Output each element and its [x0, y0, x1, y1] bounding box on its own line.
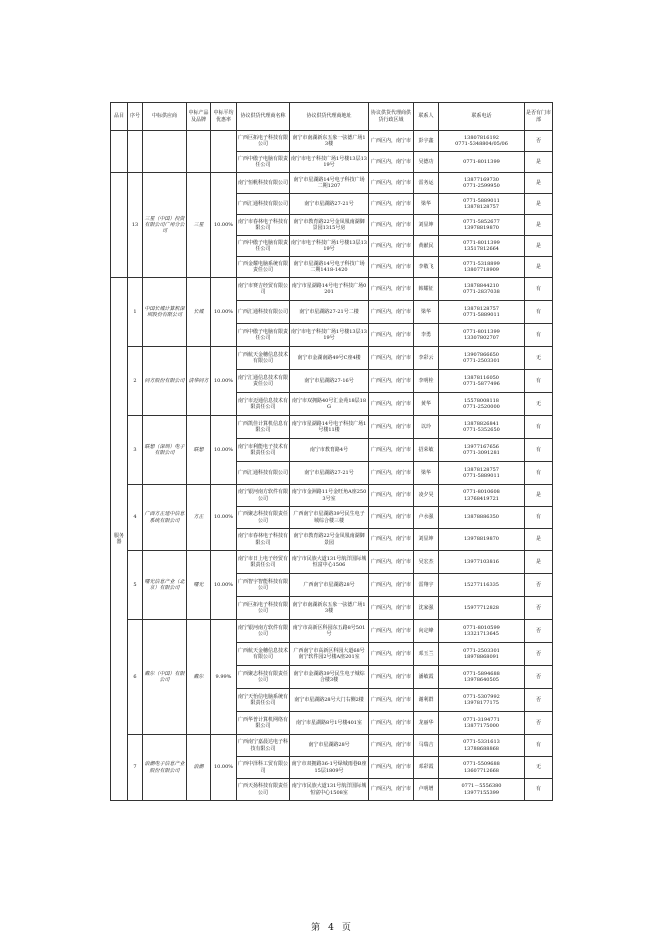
header-cell: 协议供货代理商名称 [237, 103, 290, 131]
dealer-address-cell: 南宁市星湖路27-21号二楼 [290, 301, 369, 324]
dealer-store-cell: 否 [525, 597, 553, 620]
dealer-contact-cell: 黄献民 [414, 236, 439, 257]
dealer-region-cell: 广西区内，南宁市 [369, 574, 414, 597]
category-cell: 服务器 [111, 278, 128, 801]
seq-cell: 2 [128, 347, 143, 416]
header-cell: 联系电话 [439, 103, 525, 131]
dealer-name-cell: 广西中泽科工贸有限公司 [237, 757, 290, 779]
rate-cell [211, 131, 237, 173]
dealer-region-cell: 广西区内，南宁市 [369, 439, 414, 462]
dealer-address-cell: 南宁市星湖路28号大门右侧2楼 [290, 689, 369, 712]
dealer-name-cell: 广西金耀电脑系统有限责任公司 [237, 257, 290, 278]
table-row [111, 416, 553, 439]
dealer-phone-cell: 0771-3194771 13877175000 [439, 712, 525, 735]
dealer-phone-cell: 13878116050 0771-5877496 [439, 370, 525, 393]
dealer-contact-cell: 吴德功 [414, 152, 439, 173]
dealer-contact-cell: 马瑞吉 [414, 735, 439, 757]
dealer-phone-cell: 0771-8010608 13768419721 [439, 485, 525, 507]
dealer-address-cell: 南宁市星湖路8号1号楼401室 [290, 712, 369, 735]
dealer-contact-cell: 雷翔宇 [414, 574, 439, 597]
dealer-address-cell: 南宁市电子科技广场1号楼13层1319号 [290, 152, 369, 173]
dealer-address-cell: 广西南宁市星湖路39号民生电子城综合楼三楼 [290, 507, 369, 529]
dealer-contact-cell: 刘显坤 [414, 215, 439, 236]
dealer-name-cell: 广西巨拓电子科技有限公司 [237, 597, 290, 620]
dealer-store-cell: 有 [525, 370, 553, 393]
dealer-store-cell: 有 [525, 507, 553, 529]
dealer-region-cell: 广西区内，南宁市 [369, 278, 414, 301]
dealer-region-cell: 广西区内，南宁市 [369, 173, 414, 194]
dealer-name-cell: 广西凯佳计算机信息有限公司 [237, 416, 290, 439]
dealer-phone-cell: 13977167656 0771-3091281 [439, 439, 525, 462]
dealer-region-cell: 广西区内，南宁市 [369, 257, 414, 278]
dealer-address-cell: 南宁市高新区科园东五路8号501号 [290, 620, 369, 643]
dealer-store-cell: 是 [525, 236, 553, 257]
dealer-region-cell: 广西区内，南宁市 [369, 131, 414, 152]
dealer-phone-cell: 0771-5852677 13978819870 [439, 215, 525, 236]
dealer-store-cell: 有 [525, 779, 553, 801]
rate-cell: 10.00% [211, 735, 237, 801]
rate-cell: 10.00% [211, 551, 237, 620]
dealer-store-cell: 无 [525, 757, 553, 779]
rate-cell: 10.00% [211, 416, 237, 485]
brand-cell: 方正 [187, 485, 211, 551]
dealer-store-cell: 否 [525, 131, 553, 152]
dealer-name-cell: 广西中傲子电脑有限责任公司 [237, 152, 290, 173]
supplier-cell: 三星（中国）投资有限公司广州分公司 [143, 173, 187, 278]
dealer-name-cell: 广西南宁嘉晨达电子科技有限公司 [237, 735, 290, 757]
seq-cell: 5 [128, 551, 143, 620]
dealer-phone-cell: 0771-5509688 13607712668 [439, 757, 525, 779]
header-cell: 是否有门市部 [525, 103, 553, 131]
dealer-address-cell: 南宁市教育路22号金凤凰南湖御景园1315号房 [290, 215, 369, 236]
header-cell: 中标产品及品牌 [187, 103, 211, 131]
dealer-region-cell: 广西区内，南宁市 [369, 551, 414, 574]
dealer-contact-cell: 李明栓 [414, 370, 439, 393]
dealer-store-cell: 否 [525, 643, 553, 666]
dealer-store-cell: 是 [525, 215, 553, 236]
dealer-contact-cell: 梁华 [414, 194, 439, 215]
dealer-address-cell: 南宁市双拥路36-1号绿城雨巷B座15层1809号 [290, 757, 369, 779]
seq-cell: 6 [128, 620, 143, 735]
dealer-address-cell: 南宁市电子科技广场1号楼13层1319号 [290, 236, 369, 257]
dealer-phone-cell: 15578008118 0771-2520000 [439, 393, 525, 416]
seq-cell: 1 [128, 278, 143, 347]
dealer-region-cell: 广西区内，南宁市 [369, 597, 414, 620]
dealer-region-cell: 广西区内，南宁市 [369, 779, 414, 801]
dealer-phone-cell: 15277116335 [439, 574, 525, 597]
table-row [111, 278, 553, 301]
header-cell: 序号 [128, 103, 143, 131]
dealer-phone-cell: 13878844210 0771-2837038 [439, 278, 525, 301]
dealer-store-cell: 否 [525, 620, 553, 643]
dealer-name-cell: 广西汇通科技有限公司 [237, 301, 290, 324]
dealer-phone-cell: 13878886350 [439, 507, 525, 529]
dealer-store-cell: 否 [525, 712, 553, 735]
dealer-address-cell: 南宁市星湖路27-16号 [290, 370, 369, 393]
dealer-name-cell: 南宁银河南方软件有限公司 [237, 620, 290, 643]
dealer-name-cell: 南宁银河南方软件有限公司 [237, 485, 290, 507]
dealer-store-cell: 有 [525, 462, 553, 485]
dealer-phone-cell: 13807816192 0771-5348804/05/06 [439, 131, 525, 152]
dealer-region-cell: 广西区内，南宁市 [369, 643, 414, 666]
dealer-phone-cell: 0771－5556380 13977155399 [439, 779, 525, 801]
dealer-name-cell: 南宁市春林电子科技有限公司 [237, 215, 290, 236]
dealer-contact-cell: 潘敏霞 [414, 666, 439, 689]
seq-cell: 4 [128, 485, 143, 551]
category-cell-empty [111, 131, 128, 173]
dealer-name-cell: 广西汇通科技有限公司 [237, 462, 290, 485]
dealer-contact-cell: 雷务运 [414, 173, 439, 194]
brand-cell: 联想 [187, 416, 211, 485]
dealer-region-cell: 广西区内，南宁市 [369, 215, 414, 236]
dealer-name-cell: 南宁市迈通信息技术有限责任公司 [237, 393, 290, 416]
dealer-phone-cell: 0771-2503301 18978868091 [439, 643, 525, 666]
dealer-store-cell: 是 [525, 257, 553, 278]
dealer-store-cell: 有 [525, 439, 553, 462]
dealer-phone-cell: 0771-5894688 13978640505 [439, 666, 525, 689]
seq-cell: 7 [128, 735, 143, 801]
brand-cell: 清华同方 [187, 347, 211, 416]
supplier-cell: 中国长城计算机深圳股份有限公司 [143, 278, 187, 347]
dealer-region-cell: 广西区内，南宁市 [369, 620, 414, 643]
dealer-phone-cell: 0771-5307992 13978177175 [439, 689, 525, 712]
dealer-region-cell: 广西区内，南宁市 [369, 324, 414, 347]
dealer-phone-cell: 13877169730 0771-2599950 [439, 173, 525, 194]
dealer-name-cell: 南宁市利能电子技术有限责任公司 [237, 439, 290, 462]
dealer-name-cell: 广西聚志科技有限责任公司 [237, 507, 290, 529]
dealer-region-cell: 广西区内，南宁市 [369, 735, 414, 757]
dealer-region-cell: 广西区内，南宁市 [369, 301, 414, 324]
dealer-address-cell: 广西南宁市高新区科园大道68号南宁软件园2号楼A座201室 [290, 643, 369, 666]
dealer-contact-cell: 李彩云 [414, 347, 439, 370]
dealer-name-cell: 广西天扬科技有限责任公司 [237, 779, 290, 801]
dealer-address-cell: 南宁市星湖路28号 [290, 735, 369, 757]
supplier-cell: 曙光信息产业（北京）有限公司 [143, 551, 187, 620]
dealer-address-cell: 南宁市金洲路11号金旺角A座2503号室 [290, 485, 369, 507]
procurement-table [110, 102, 553, 801]
supplier-cell: 同方股份有限公司 [143, 347, 187, 416]
dealer-region-cell: 广西区内，南宁市 [369, 485, 414, 507]
dealer-store-cell: 否 [525, 574, 553, 597]
dealer-contact-cell: 彭宇鑫 [414, 131, 439, 152]
dealer-contact-cell: 刘显坤 [414, 529, 439, 551]
dealer-name-cell: 南宁天怡信电脑系统有限责任公司 [237, 689, 290, 712]
dealer-contact-cell: 卢水强 [414, 507, 439, 529]
supplier-cell: 广西方正延中信息系统有限公司 [143, 485, 187, 551]
dealer-region-cell: 广西区内，南宁市 [369, 666, 414, 689]
dealer-address-cell: 南宁市金湖路39号民生电子城综合楼3楼 [290, 666, 369, 689]
footer-prefix: 第 [311, 923, 321, 933]
dealer-phone-cell: 13878826841 0771-5352650 [439, 416, 525, 439]
dealer-name-cell: 南宁市赛吉经贸有限公司 [237, 278, 290, 301]
dealer-name-cell: 广西智宇智能科技有限公司 [237, 574, 290, 597]
table-row [111, 485, 553, 507]
dealer-contact-cell: 吴宏杰 [414, 551, 439, 574]
dealer-contact-cell: 李勇 [414, 324, 439, 347]
dealer-address-cell: 南宁市电子科技广场1号楼13层1319号 [290, 324, 369, 347]
table-row [111, 347, 553, 370]
dealer-address-cell: 南宁市教育路22号金凤凰南湖御景园 [290, 529, 369, 551]
header-row [111, 103, 553, 131]
dealer-store-cell: 无 [525, 393, 553, 416]
dealer-name-cell: 南宁恒帆科技有限公司 [237, 173, 290, 194]
dealer-region-cell: 广西区内，南宁市 [369, 507, 414, 529]
seq-cell [128, 131, 143, 173]
category-cell-empty [111, 173, 128, 278]
header-cell: 协议供货代理商地址 [290, 103, 369, 131]
dealer-region-cell: 广西区内，南宁市 [369, 416, 414, 439]
header-cell: 协议供货代理商供货行政区域 [369, 103, 414, 131]
rate-cell: 10.00% [211, 278, 237, 347]
dealer-contact-cell: 凌夕昊 [414, 485, 439, 507]
rate-cell: 10.00% [211, 173, 237, 278]
seq-cell: 13 [128, 173, 143, 278]
dealer-phone-cell: 15977712828 [439, 597, 525, 620]
dealer-contact-cell: 谢利群 [414, 689, 439, 712]
dealer-address-cell: 南宁市民族大道131号航洋国际城恒富中心1506 [290, 551, 369, 574]
dealer-contact-cell: 招荣敏 [414, 439, 439, 462]
dealer-store-cell: 是 [525, 194, 553, 215]
dealer-store-cell: 有 [525, 324, 553, 347]
dealer-region-cell: 广西区内，南宁市 [369, 529, 414, 551]
dealer-contact-cell: 龙丽华 [414, 712, 439, 735]
table-row [111, 620, 553, 643]
dealer-region-cell: 广西区内，南宁市 [369, 370, 414, 393]
dealer-phone-cell: 0771-8011399 [439, 152, 525, 173]
dealer-contact-cell: 卢明增 [414, 779, 439, 801]
rate-cell: 10.00% [211, 485, 237, 551]
dealer-phone-cell: 0771-8011399 13517812664 [439, 236, 525, 257]
brand-cell [187, 131, 211, 173]
dealer-store-cell: 有 [525, 416, 553, 439]
dealer-address-cell: 南宁市双拥路40号汇金苑18层18G [290, 393, 369, 416]
dealer-store-cell: 是 [525, 152, 553, 173]
dealer-contact-cell: 邓彩霞 [414, 757, 439, 779]
table-body [111, 131, 553, 801]
table-row [111, 131, 553, 152]
dealer-address-cell: 南宁市星湖路27-21号 [290, 194, 369, 215]
footer-suffix: 页 [341, 923, 351, 933]
table-row [111, 551, 553, 574]
dealer-region-cell: 广西区内，南宁市 [369, 757, 414, 779]
dealer-region-cell: 广西区内，南宁市 [369, 712, 414, 735]
dealer-phone-cell: 0771-5331613 13788688868 [439, 735, 525, 757]
brand-cell: 浪潮 [187, 735, 211, 801]
dealer-store-cell: 有 [525, 735, 553, 757]
dealer-phone-cell: 13907866650 0771-2503301 [439, 347, 525, 370]
dealer-contact-cell: 以玲 [414, 416, 439, 439]
dealer-name-cell: 广西中傲子电脑有限责任公司 [237, 324, 290, 347]
brand-cell: 三星 [187, 173, 211, 278]
table-row [111, 735, 553, 757]
dealer-region-cell: 广西区内，南宁市 [369, 236, 414, 257]
dealer-name-cell: 广西中傲子电脑有限责任公司 [237, 236, 290, 257]
dealer-name-cell: 南宁市春林电子科技有限公司 [237, 529, 290, 551]
dealer-phone-cell: 0771-5889011 13878128757 [439, 194, 525, 215]
dealer-store-cell: 有 [525, 278, 553, 301]
page-footer [0, 920, 662, 933]
dealer-name-cell: 广西航天金穗信息技术有限公司 [237, 643, 290, 666]
dealer-phone-cell: 0771-8010599 13321713645 [439, 620, 525, 643]
supplier-cell: 联想（深圳）电子有限公司 [143, 416, 187, 485]
dealer-contact-cell: 向定峰 [414, 620, 439, 643]
dealer-contact-cell: 梁华 [414, 301, 439, 324]
dealer-store-cell: 是 [525, 551, 553, 574]
brand-cell: 长城 [187, 278, 211, 347]
dealer-phone-cell: 13878128757 0771-5889011 [439, 462, 525, 485]
dealer-address-cell: 南宁市星湖路14号电子科技广场二期1418-1420 [290, 257, 369, 278]
dealer-contact-cell: 韩耀征 [414, 278, 439, 301]
dealer-address-cell: 南宁市民族大道131号航洋国际城恒富中心1508室 [290, 779, 369, 801]
dealer-contact-cell: 黄华 [414, 393, 439, 416]
footer-page-number: 4 [328, 923, 334, 933]
dealer-store-cell: 无 [525, 347, 553, 370]
header-cell: 中标供应商 [143, 103, 187, 131]
header-cell: 品目 [111, 103, 128, 131]
dealer-name-cell: 广西航天金穗信息技术有限公司 [237, 347, 290, 370]
supplier-cell: 戴尔（中国）有限公司 [143, 620, 187, 735]
dealer-store-cell: 否 [525, 689, 553, 712]
dealer-phone-cell: 13978819870 [439, 529, 525, 551]
dealer-region-cell: 广西区内，南宁市 [369, 393, 414, 416]
dealer-address-cell: 南宁市星湖路14号电子科技广场0201 [290, 278, 369, 301]
dealer-address-cell: 南宁市星湖路27-21号 [290, 462, 369, 485]
dealer-region-cell: 广西区内，南宁市 [369, 194, 414, 215]
dealer-name-cell: 广西聚志科技有限责任公司 [237, 666, 290, 689]
dealer-store-cell: 有 [525, 301, 553, 324]
dealer-phone-cell: 0771-8011399 13307802707 [439, 324, 525, 347]
dealer-phone-cell: 13977103816 [439, 551, 525, 574]
dealer-name-cell: 南宁市日上电子经贸有限责任公司 [237, 551, 290, 574]
table-row [111, 173, 553, 194]
dealer-region-cell: 广西区内，南宁市 [369, 347, 414, 370]
supplier-cell [143, 131, 187, 173]
dealer-name-cell: 广西汇通科技有限公司 [237, 194, 290, 215]
dealer-address-cell: 南宁市南湖新东五象一弦德广场13楼 [290, 597, 369, 620]
header-cell: 中标平均优惠率 [211, 103, 237, 131]
dealer-name-cell: 广西华普计算机网络有限公司 [237, 712, 290, 735]
dealer-phone-cell: 13878128757 0771-5889011 [439, 301, 525, 324]
dealer-region-cell: 广西区内，南宁市 [369, 462, 414, 485]
dealer-address-cell: 南宁市教育路4号 [290, 439, 369, 462]
dealer-address-cell: 南宁市星湖路14号电子科技广场1号楼11楼 [290, 416, 369, 439]
dealer-address-cell: 南宁市南湖新东五象一弦德广场13楼 [290, 131, 369, 152]
seq-cell: 3 [128, 416, 143, 485]
brand-cell: 曙光 [187, 551, 211, 620]
dealer-store-cell: 否 [525, 666, 553, 689]
rate-cell: 10.00% [211, 347, 237, 416]
dealer-region-cell: 广西区内，南宁市 [369, 689, 414, 712]
dealer-address-cell: 南宁市星湖路14号电子科技广场二期1207 [290, 173, 369, 194]
dealer-store-cell: 是 [525, 485, 553, 507]
brand-cell: 戴尔 [187, 620, 211, 735]
dealer-contact-cell: 梁华 [414, 462, 439, 485]
dealer-store-cell: 是 [525, 173, 553, 194]
dealer-contact-cell: 李敬飞 [414, 257, 439, 278]
header-cell: 联系人 [414, 103, 439, 131]
supplier-cell: 浪潮电子信息产业股份有限公司 [143, 735, 187, 801]
rate-cell: 9.99% [211, 620, 237, 735]
dealer-store-cell: 是 [525, 529, 553, 551]
dealer-address-cell: 南宁市金湖南路49号C座4楼 [290, 347, 369, 370]
dealer-contact-cell: 沈家强 [414, 597, 439, 620]
dealer-name-cell: 南宁汇通信息技术有限责任公司 [237, 370, 290, 393]
dealer-address-cell: 广西南宁市星湖路28号 [290, 574, 369, 597]
dealer-contact-cell: 邓玉兰 [414, 643, 439, 666]
dealer-phone-cell: 0771-5318899 13807718909 [439, 257, 525, 278]
dealer-name-cell: 广西巨拓电子科技有限公司 [237, 131, 290, 152]
dealer-region-cell: 广西区内，南宁市 [369, 152, 414, 173]
